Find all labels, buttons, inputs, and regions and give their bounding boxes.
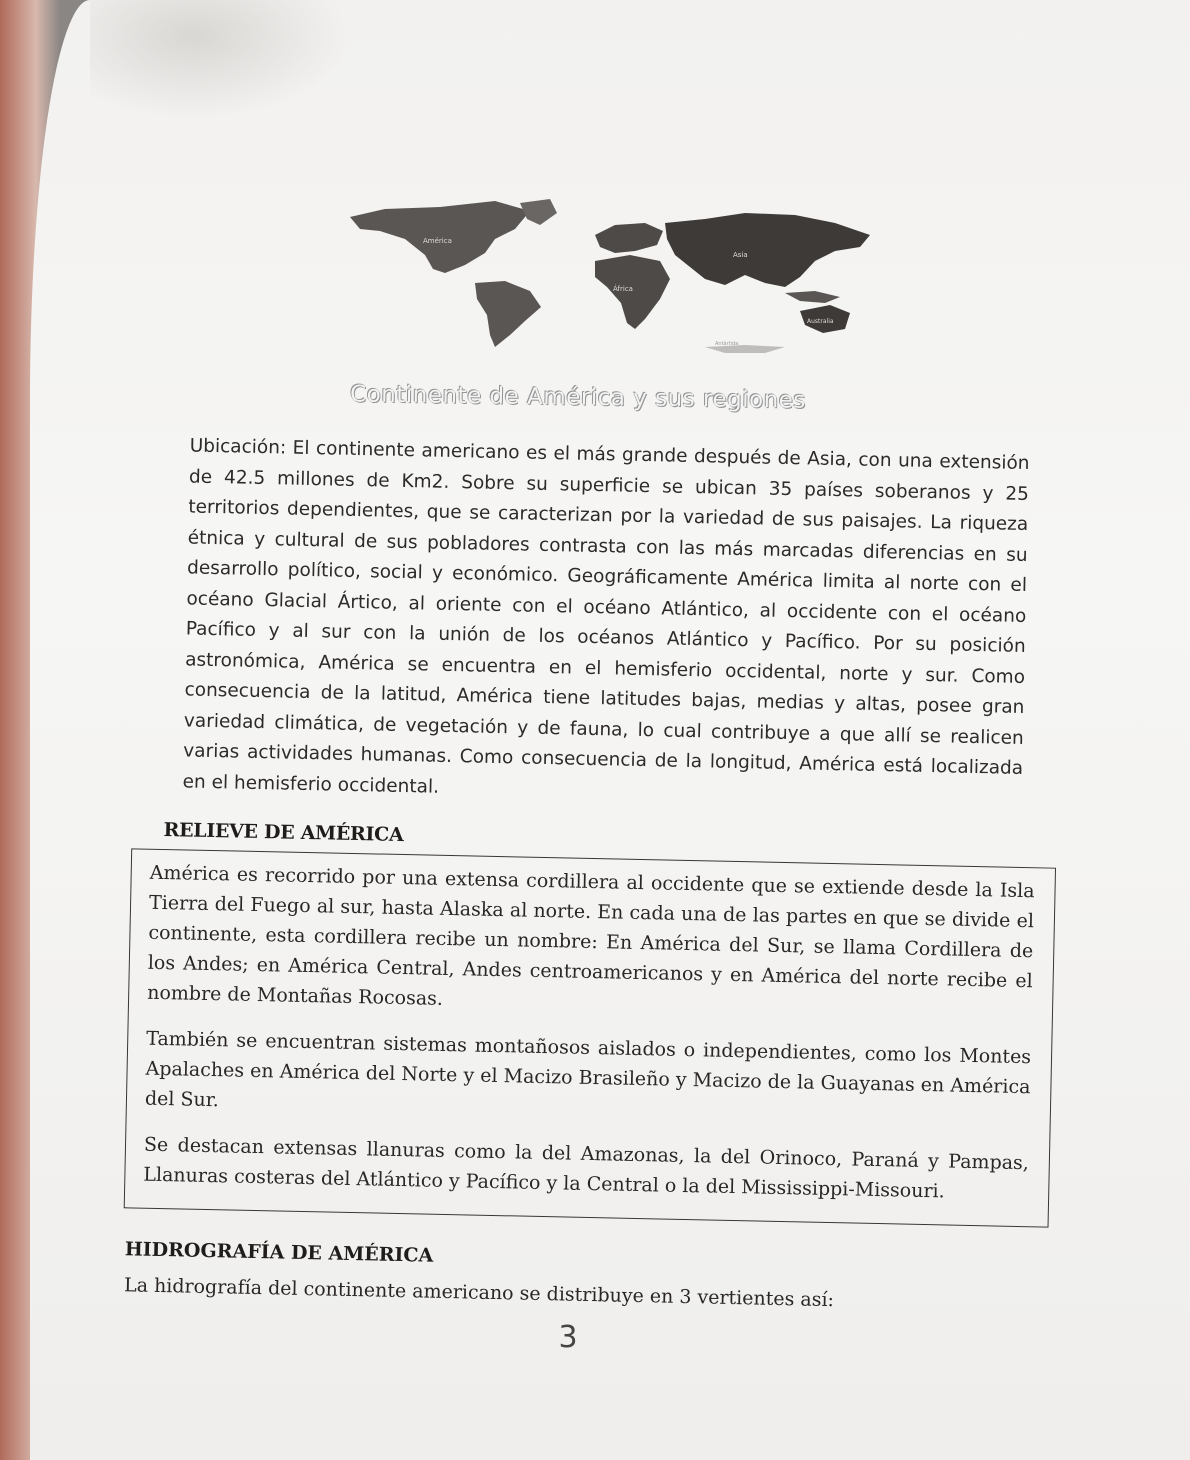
map-label-asia: Asia <box>733 251 748 259</box>
map-caption: Continente de América y sus regiones <box>349 381 807 414</box>
page-number: 3 <box>558 1320 578 1355</box>
hidrografia-intro: La hidrografía del continente americano se distribuye en 3 vertientes así: <box>123 1274 835 1312</box>
relieve-paragraph-3: Se destacan extensas llanuras como la del Amazonas, la del Orinoco, Paraná y Pampas, Llanuras costeras del Atlántico y Pacífico y la Central o la del Mississippi-Missouri. <box>143 1133 1030 1203</box>
map-label-antarctica: Antártida <box>715 341 739 347</box>
map-label-africa: África <box>613 285 633 293</box>
document-body <box>102 430 1040 1315</box>
relieve-box <box>124 848 1056 1227</box>
relieve-paragraph-2: También se encuentran sistemas montañosos aislados o independientes, como los Montes Apalaches en América del Norte y el Macizo Brasileño y Macizo de la Guayanas en América del Sur. <box>144 1027 1032 1112</box>
south-america-shape <box>475 281 541 347</box>
map-label-australia: Australia <box>807 318 834 325</box>
map-label-america: América <box>423 237 452 245</box>
relieve-paragraph-1: América es recorrido por una extensa cordillera al occidente que se extiende desde la Isla Tierra del Fuego al sur, hasta Alaska al norte. En cada una de las partes en que se divide el continente, esta cordillera recibe un nombre: En América del Sur, se llama Cordillera de los Andes; en América Central, Andes centroamericanos y en América del norte recibe el nombre de Montañas Rocosas. <box>146 861 1035 1010</box>
relieve-heading: RELIEVE DE AMÉRICA <box>163 819 404 847</box>
paper-fold <box>90 0 350 120</box>
asia-shape <box>665 213 870 287</box>
world-map <box>345 195 905 360</box>
islands-shape <box>785 291 840 303</box>
hidrografia-heading: HIDROGRAFÍA DE AMÉRICA <box>124 1238 434 1267</box>
greenland-shape <box>520 199 557 225</box>
ubicacion-paragraph: Ubicación: El continente americano es el más grande después de Asia, con una extensión de 42.5 millones de Km2. Sobre su superficie se ubican 35 países soberanos y 25 territorios dependientes, que se caracterizan por la variedad de sus paisajes. La riqueza étnica y cultural de sus pobladores contrasta con las más marcadas diferencias en su desarrollo político, social y económico. Geográficamente América limita al norte con el océano Glacial Ártico, al oriente con el océano Atlántico, al occidente con el océano Pacífico y al sur con la unión de los océanos Atlántico y Pacífico. Por su posición astronómica, América se encuentra en el hemisferio occidental, norte y sur. Como consecuencia de la latitud, América tiene latitudes bajas, medias y altas, posee gran variedad climática, de vegetación y de fauna, lo cual contribuye a que allí se realicen varias actividades humanas. Como consecuencia de la longitud, América está localizada en el hemisferio occidental. <box>182 435 1030 798</box>
europe-shape <box>595 223 663 253</box>
